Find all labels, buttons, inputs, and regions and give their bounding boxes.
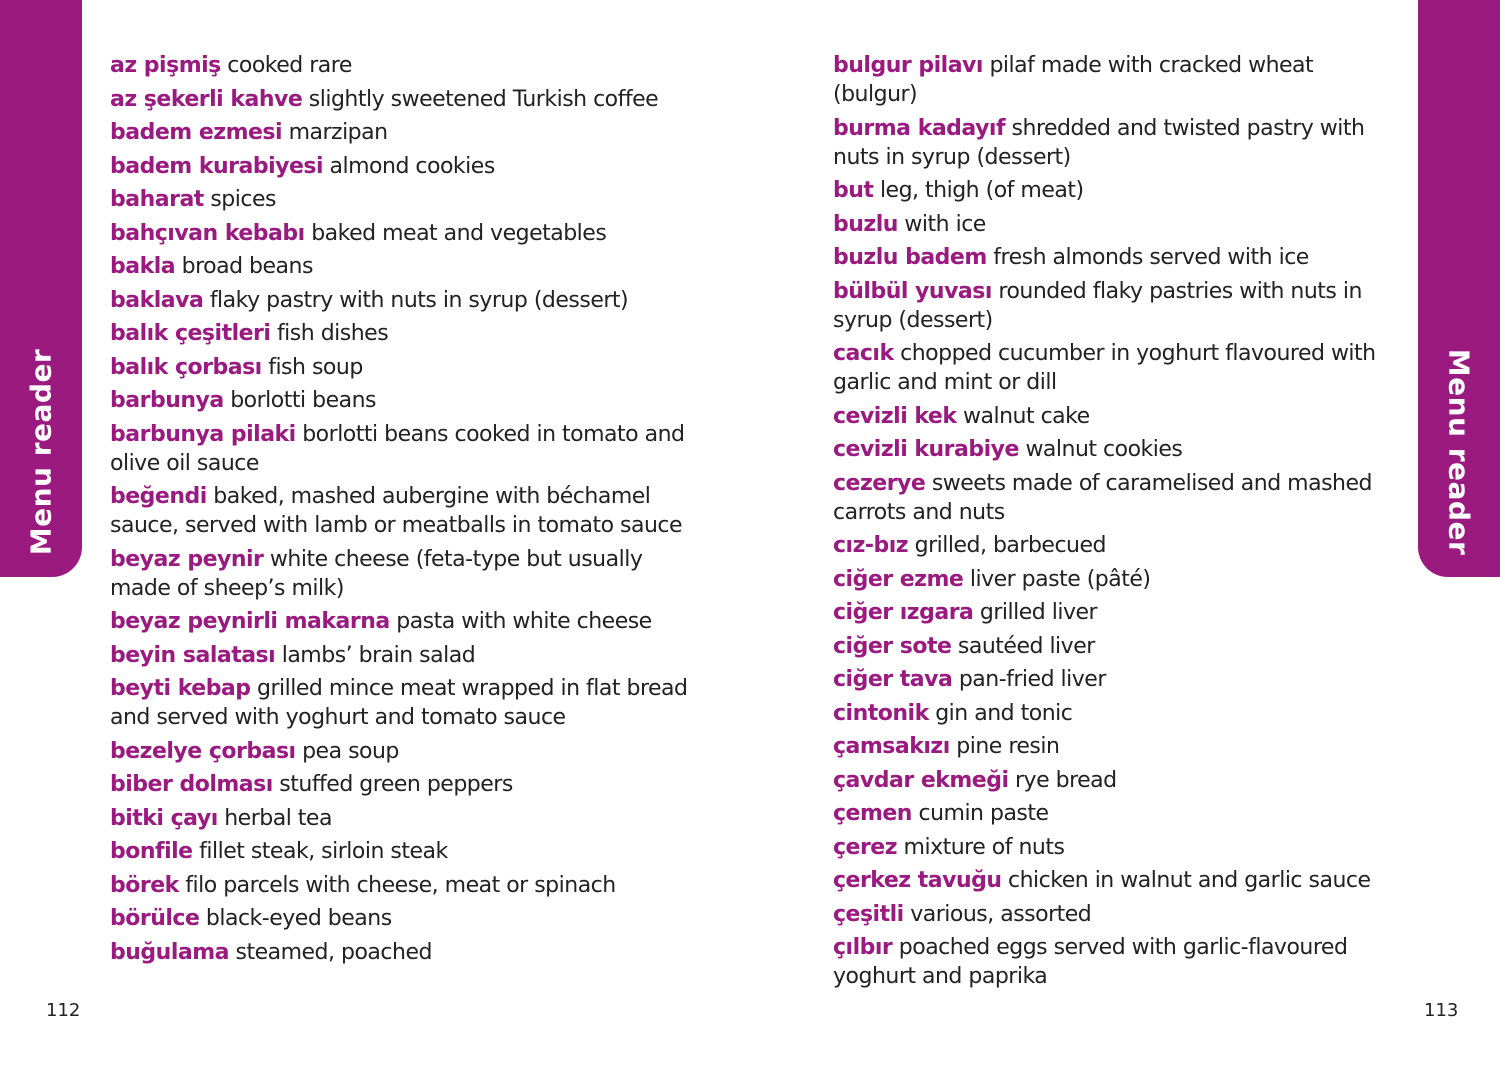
glossary-column-right — [833, 51, 1403, 996]
glossary-definition: spices — [210, 187, 276, 212]
glossary-definition: marzipan — [288, 120, 388, 145]
glossary-term: çılbır — [833, 935, 893, 960]
glossary-term: barbunya — [110, 388, 224, 413]
glossary-term: bitki çayı — [110, 805, 218, 831]
glossary-term: bulgur pilavı — [833, 53, 983, 78]
glossary-entry — [110, 545, 690, 603]
glossary-term: badem ezmesi — [110, 120, 283, 145]
glossary-term: beyin salatası — [110, 642, 276, 668]
glossary-term: cintonik — [833, 700, 929, 726]
glossary-entry — [110, 51, 690, 80]
glossary-term: beyti kebap — [110, 676, 251, 701]
glossary-term: çerez — [833, 834, 898, 860]
glossary-term: ciğer tava — [833, 667, 953, 692]
glossary-definition: borlotti beans cooked in tomato and olive oil sauce — [110, 421, 685, 476]
glossary-entry — [110, 737, 690, 766]
glossary-definition: shredded and twisted pastry with nuts in syrup (dessert) — [833, 115, 1365, 170]
glossary-definition: almond cookies — [329, 153, 495, 179]
glossary-definition: grilled liver — [979, 600, 1098, 625]
glossary-term: bülbül yuvası — [833, 278, 992, 304]
glossary-entry — [833, 598, 1403, 627]
glossary-entry — [110, 837, 690, 866]
glossary-entry — [833, 277, 1403, 335]
glossary-definition: various, assorted — [910, 901, 1092, 927]
glossary-entry — [110, 420, 690, 478]
glossary-term: börülce — [110, 906, 200, 931]
glossary-entry — [833, 632, 1403, 661]
glossary-entry — [833, 732, 1403, 761]
glossary-term: badem kurabiyesi — [110, 153, 324, 179]
glossary-term: ciğer sote — [833, 633, 952, 659]
glossary-term: balık çeşitleri — [110, 321, 271, 346]
glossary-column-left — [110, 51, 690, 971]
glossary-definition: grilled mince meat wrapped in flat bread and served with yoghurt and tomato sauce — [110, 676, 688, 730]
page-number-right: 113 — [1424, 1000, 1459, 1021]
side-tab-label: Menu reader — [24, 348, 58, 556]
glossary-term: baharat — [110, 187, 204, 212]
glossary-entry — [833, 435, 1403, 464]
glossary-term: ciğer ezme — [833, 566, 964, 592]
glossary-term: but — [833, 178, 874, 203]
glossary-entry — [110, 674, 690, 732]
glossary-definition: cumin paste — [918, 801, 1049, 826]
glossary-entry — [110, 607, 690, 636]
glossary-definition: filo parcels with cheese, meat or spinach — [185, 872, 616, 898]
glossary-entry — [110, 286, 690, 315]
glossary-entry — [833, 665, 1403, 694]
glossary-entry — [110, 804, 690, 833]
side-tab-label: Menu reader — [1442, 348, 1476, 556]
glossary-entry — [833, 699, 1403, 728]
glossary-term: cevizli kurabiye — [833, 437, 1019, 462]
glossary-entry — [110, 85, 690, 114]
glossary-definition: rounded flaky pastries with nuts in syrup (dessert) — [833, 278, 1362, 333]
glossary-definition: grilled, barbecued — [914, 533, 1106, 558]
glossary-entry — [110, 185, 690, 214]
glossary-term: çeşitli — [833, 901, 904, 927]
glossary-term: baklava — [110, 287, 204, 313]
glossary-definition: mixture of nuts — [903, 834, 1065, 860]
glossary-term: az şekerli kahve — [110, 86, 303, 112]
glossary-definition: flaky pastry with nuts in syrup (dessert) — [209, 287, 629, 313]
glossary-entry — [833, 531, 1403, 560]
glossary-entry — [110, 904, 690, 933]
glossary-term: bahçıvan kebabı — [110, 220, 305, 246]
glossary-definition: with ice — [904, 211, 986, 237]
glossary-entry — [833, 469, 1403, 527]
glossary-term: çavdar ekmeği — [833, 767, 1009, 793]
glossary-term: çamsakızı — [833, 734, 950, 759]
glossary-term: buzlu badem — [833, 245, 987, 270]
glossary-definition: walnut cookies — [1025, 437, 1183, 462]
glossary-entry — [110, 938, 690, 967]
glossary-entry — [833, 176, 1403, 205]
glossary-definition: pine resin — [956, 734, 1060, 759]
glossary-term: beyaz peynirli makarna — [110, 609, 390, 634]
glossary-term: barbunya pilaki — [110, 421, 296, 447]
glossary-entry — [110, 252, 690, 281]
glossary-definition: chicken in walnut and garlic sauce — [1008, 868, 1371, 893]
glossary-definition: leg, thigh (of meat) — [879, 178, 1084, 203]
glossary-term: çerkez tavuğu — [833, 868, 1002, 893]
glossary-entry — [110, 482, 690, 540]
glossary-term: cezerye — [833, 470, 926, 496]
glossary-term: cacık — [833, 341, 894, 366]
glossary-definition: fish soup — [268, 354, 363, 380]
glossary-term: cız-bız — [833, 533, 909, 558]
glossary-entry — [110, 219, 690, 248]
glossary-definition: sweets made of caramelised and mashed carrots and nuts — [833, 470, 1372, 525]
glossary-definition: pan-fried liver — [958, 667, 1106, 692]
glossary-entry — [833, 799, 1403, 828]
glossary-definition: steamed, poached — [235, 939, 432, 965]
glossary-term: az pişmiş — [110, 53, 221, 78]
glossary-term: bezelye çorbası — [110, 738, 296, 764]
glossary-entry — [833, 866, 1403, 895]
glossary-definition: baked, mashed aubergine with béchamel sauce, served with lamb or meatballs in tomato sauce — [110, 484, 683, 538]
glossary-entry — [110, 386, 690, 415]
glossary-entry — [833, 766, 1403, 795]
glossary-term: burma kadayıf — [833, 115, 1006, 141]
glossary-definition: pilaf made with cracked wheat (bulgur) — [833, 53, 1314, 107]
glossary-term: börek — [110, 872, 179, 898]
glossary-entry — [833, 114, 1403, 172]
glossary-definition: liver paste (pâté) — [969, 566, 1151, 592]
glossary-definition: cooked rare — [227, 53, 352, 78]
glossary-definition: sautéed liver — [957, 633, 1095, 659]
side-tab-left — [0, 0, 82, 577]
glossary-entry — [833, 243, 1403, 272]
glossary-entry — [833, 402, 1403, 431]
glossary-definition: rye bread — [1015, 767, 1117, 793]
page-number-left: 112 — [46, 1000, 81, 1021]
glossary-term: beyaz peynir — [110, 546, 264, 572]
glossary-entry — [833, 833, 1403, 862]
glossary-entry — [110, 871, 690, 900]
glossary-entry — [110, 118, 690, 147]
glossary-definition: fish dishes — [276, 321, 389, 346]
glossary-definition: poached eggs served with garlic-flavoured yoghurt and paprika — [833, 935, 1348, 989]
glossary-term: beğendi — [110, 484, 207, 509]
glossary-entry — [110, 770, 690, 799]
glossary-term: balık çorbası — [110, 354, 262, 380]
glossary-entry — [110, 641, 690, 670]
glossary-definition: borlotti beans — [230, 388, 376, 413]
glossary-definition: slightly sweetened Turkish coffee — [308, 86, 659, 112]
glossary-definition: pasta with white cheese — [396, 609, 652, 634]
glossary-definition: lambs’ brain salad — [281, 642, 476, 668]
glossary-term: bonfile — [110, 839, 193, 864]
glossary-entry — [833, 210, 1403, 239]
glossary-definition: stuffed green peppers — [279, 772, 513, 797]
glossary-entry — [833, 900, 1403, 929]
glossary-term: buzlu — [833, 211, 898, 237]
glossary-term: buğulama — [110, 939, 229, 965]
glossary-definition: chopped cucumber in yoghurt flavoured with garlic and mint or dill — [833, 341, 1376, 395]
glossary-definition: fresh almonds served with ice — [993, 245, 1309, 270]
glossary-entry — [110, 319, 690, 348]
glossary-definition: broad beans — [181, 254, 313, 279]
glossary-term: ciğer ızgara — [833, 600, 974, 625]
glossary-term: bakla — [110, 254, 176, 279]
glossary-entry — [833, 51, 1403, 109]
glossary-entry — [833, 933, 1403, 991]
glossary-term: çemen — [833, 801, 912, 826]
glossary-term: biber dolması — [110, 772, 273, 797]
glossary-term: cevizli kek — [833, 403, 957, 429]
glossary-entry — [110, 353, 690, 382]
glossary-entry — [833, 339, 1403, 397]
glossary-definition: baked meat and vegetables — [311, 220, 607, 246]
glossary-definition: white cheese (feta-type but usually made of sheep’s milk) — [110, 546, 643, 601]
glossary-definition: walnut cake — [962, 403, 1090, 429]
glossary-definition: pea soup — [302, 738, 399, 764]
glossary-definition: gin and tonic — [935, 700, 1073, 726]
glossary-entry — [110, 152, 690, 181]
glossary-definition: fillet steak, sirloin steak — [199, 839, 448, 864]
side-tab-right — [1418, 0, 1500, 577]
glossary-definition: black-eyed beans — [205, 906, 392, 931]
glossary-definition: herbal tea — [224, 805, 332, 831]
glossary-entry — [833, 565, 1403, 594]
